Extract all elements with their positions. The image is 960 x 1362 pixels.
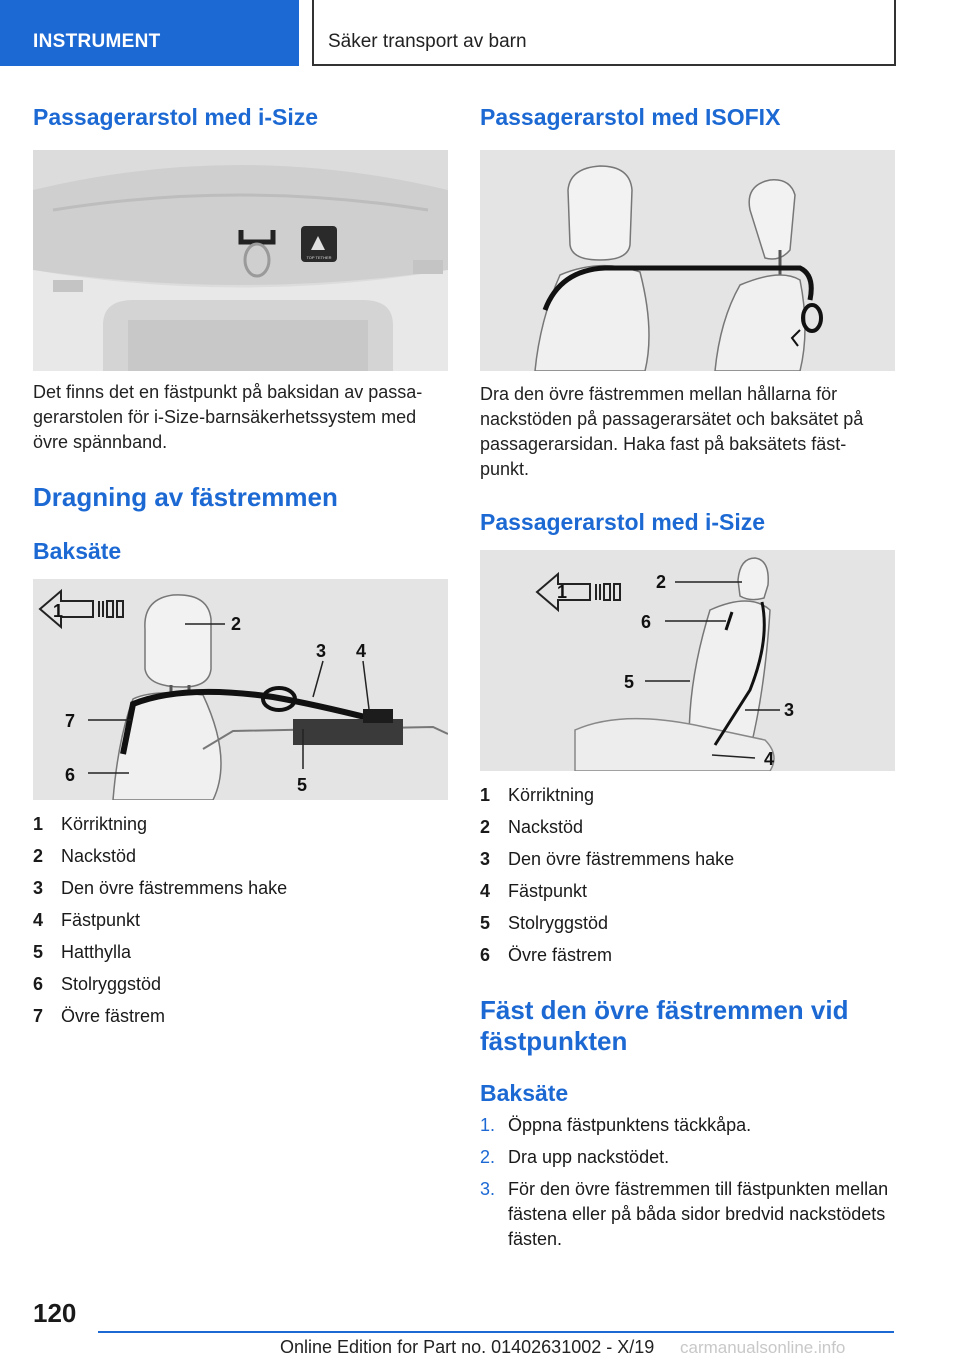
page-header [0, 0, 960, 66]
legend-item: 6 Stolryggstöd [33, 974, 162, 994]
heading-attach-strap: Fäst den övre fästremmen vid fästpunkten [480, 995, 849, 1056]
section-tab[interactable]: INSTRUMENT [0, 0, 299, 66]
fig2-label-1: 1 [53, 601, 64, 621]
fig2-label-4: 4 [356, 641, 367, 661]
footer-watermark: carmanualsonline.info [680, 1338, 846, 1357]
fig4-label-2: 2 [656, 572, 667, 592]
fig4-label-1: 1 [557, 582, 568, 602]
step-item: 1. Öppna fästpunktens täckkåpa. [480, 1115, 752, 1135]
figure-isofix-routing [480, 150, 895, 371]
heading-passenger-isize-2: Passagerarstol med i-Size [480, 509, 766, 535]
fig2-label-2: 2 [231, 614, 242, 634]
legend-item: 5 Stolryggstöd [480, 913, 609, 933]
paragraph-isofix: Dra den övre fästremmen mellan hållarna för nackstöden på passagerarsätet och baksätet på passagerarsidan. Haka fast på baksätets fäst-punkt. [480, 384, 864, 479]
footer-rule [98, 1331, 894, 1333]
fig4-label-6: 6 [641, 612, 652, 632]
legend-item: 4 Fästpunkt [480, 881, 588, 901]
legend-isize [480, 779, 895, 971]
legend-item: 4 Fästpunkt [33, 910, 141, 930]
step-item: 2. Dra upp nackstödet. [480, 1147, 670, 1167]
fig4-label-5: 5 [624, 672, 635, 692]
footer-edition: Online Edition for Part no. 01402631002 - X/19 [280, 1337, 655, 1357]
heading-passenger-isize: Passagerarstol med i-Size [33, 104, 319, 130]
legend-item: 5 Hatthylla [33, 942, 132, 962]
figure-isize-routing [480, 550, 895, 771]
legend-item: 1 Körriktning [33, 814, 148, 834]
seat-back-photo [33, 150, 448, 371]
steps-list [480, 1113, 895, 1252]
legend-item: 6 Övre fästrem [480, 945, 613, 965]
fig4-label-3: 3 [784, 700, 795, 720]
page-number: 120 [33, 1298, 77, 1328]
legend-rear-seat [33, 808, 448, 1032]
legend-item: 1 Körriktning [480, 785, 595, 805]
chapter-title: Säker transport av barn [312, 0, 896, 66]
fig2-label-5: 5 [297, 775, 308, 795]
step-item: 3. För den övre fästremmen till fästpunkten mellan fästena eller på båda sidor bredvid nackstödets fästen. [480, 1179, 889, 1249]
fig4-label-4: 4 [764, 749, 775, 769]
left-column [33, 100, 448, 1032]
fig2-label-3: 3 [316, 641, 327, 661]
right-column [480, 100, 895, 1259]
rear-seat-diagram [33, 579, 448, 800]
top-tether-badge: TOP TETHER [306, 255, 332, 260]
figure-seat-back-anchor [33, 150, 448, 371]
fig2-label-7: 7 [65, 711, 76, 731]
legend-item: 7 Övre fästrem [33, 1006, 166, 1026]
heading-passenger-isofix: Passagerarstol med ISOFIX [480, 104, 781, 130]
heading-rear-seat-2: Baksäte [480, 1080, 569, 1106]
paragraph-isize-anchor: Det finns det en fästpunkt på baksidan av passa-gerarstolen för i-Size-barnsäkerhetssystem med övre spännband. [33, 382, 423, 452]
figure-rear-seat-routing [33, 579, 448, 800]
fig2-label-6: 6 [65, 765, 76, 785]
heading-routing: Dragning av fästremmen [33, 482, 338, 512]
heading-rear-seat: Baksäte [33, 538, 122, 564]
isize-diagram [480, 550, 895, 771]
legend-item: 2 Nackstöd [33, 846, 137, 866]
legend-item: 3 Den övre fästremmens hake [480, 849, 735, 869]
isofix-diagram [480, 150, 895, 371]
legend-item: 2 Nackstöd [480, 817, 584, 837]
legend-item: 3 Den övre fästremmens hake [33, 878, 288, 898]
